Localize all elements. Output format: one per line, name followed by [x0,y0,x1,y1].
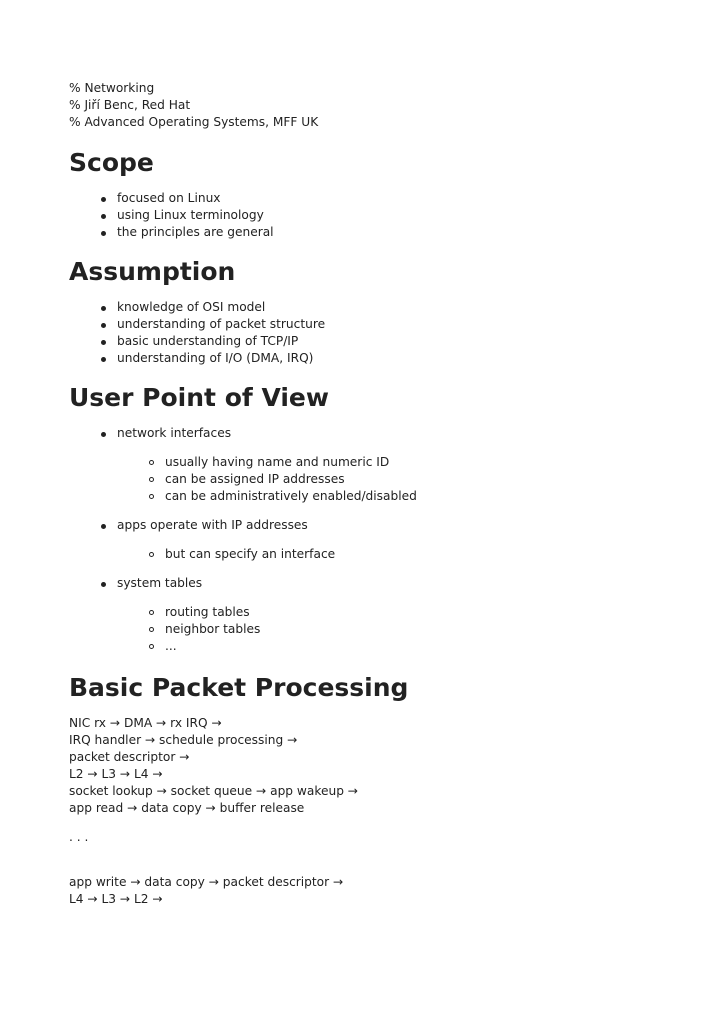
list-item [69,517,689,575]
list-item: knowledge of OSI model [69,299,689,316]
heading-assumption: Assumption [69,257,236,286]
rx-line: packet descriptor → [69,750,190,764]
list-item [69,575,689,655]
sub-list [117,546,689,563]
list-item: basic understanding of TCP/IP [69,333,689,350]
rx-line: IRQ handler → schedule processing → [69,733,298,747]
rx-line: app read → data copy → buffer release [69,801,305,815]
title-line: % Networking [69,81,155,95]
course-line: % Advanced Operating Systems, MFF UK [69,115,319,129]
list-item: the principles are general [69,224,689,241]
heading-user-point-of-view: User Point of View [69,383,329,412]
list-item: understanding of packet structure [69,316,689,333]
author-line: % Jiří Benc, Red Hat [69,98,191,112]
scope-list [69,190,689,241]
tx-line: L4 → L3 → L2 → [69,892,163,906]
list-item: using Linux terminology [69,207,689,224]
list-item-label: system tables [117,576,203,590]
document-page [69,80,689,908]
sub-list-item: neighbor tables [117,621,689,638]
rx-line: L2 → L3 → L4 → [69,767,163,781]
list-item: understanding of I/O (DMA, IRQ) [69,350,689,367]
sub-list [117,454,689,505]
sub-list-item: but can specify an interface [117,546,689,563]
user-pov-list [69,425,689,655]
sub-list-item: can be administratively enabled/disabled [117,488,689,505]
rx-line: socket lookup → socket queue → app wakeup → [69,784,359,798]
list-item [69,425,689,517]
heading-basic-packet-processing: Basic Packet Processing [69,673,409,702]
rx-path [69,715,689,817]
sub-list [117,604,689,655]
tx-line: app write → data copy → packet descriptor → [69,875,344,889]
sub-list-item: ... [117,638,689,655]
heading-scope: Scope [69,148,154,177]
assumption-list [69,299,689,367]
list-item-label: apps operate with IP addresses [117,518,308,532]
list-item-label: network interfaces [117,426,232,440]
sub-list-item: can be assigned IP addresses [117,471,689,488]
sub-list-item: usually having name and numeric ID [117,454,689,471]
ellipsis-separator: . . . [69,830,89,844]
rx-line: NIC rx → DMA → rx IRQ → [69,716,222,730]
list-item: focused on Linux [69,190,689,207]
sub-list-item: routing tables [117,604,689,621]
tx-path [69,874,689,908]
